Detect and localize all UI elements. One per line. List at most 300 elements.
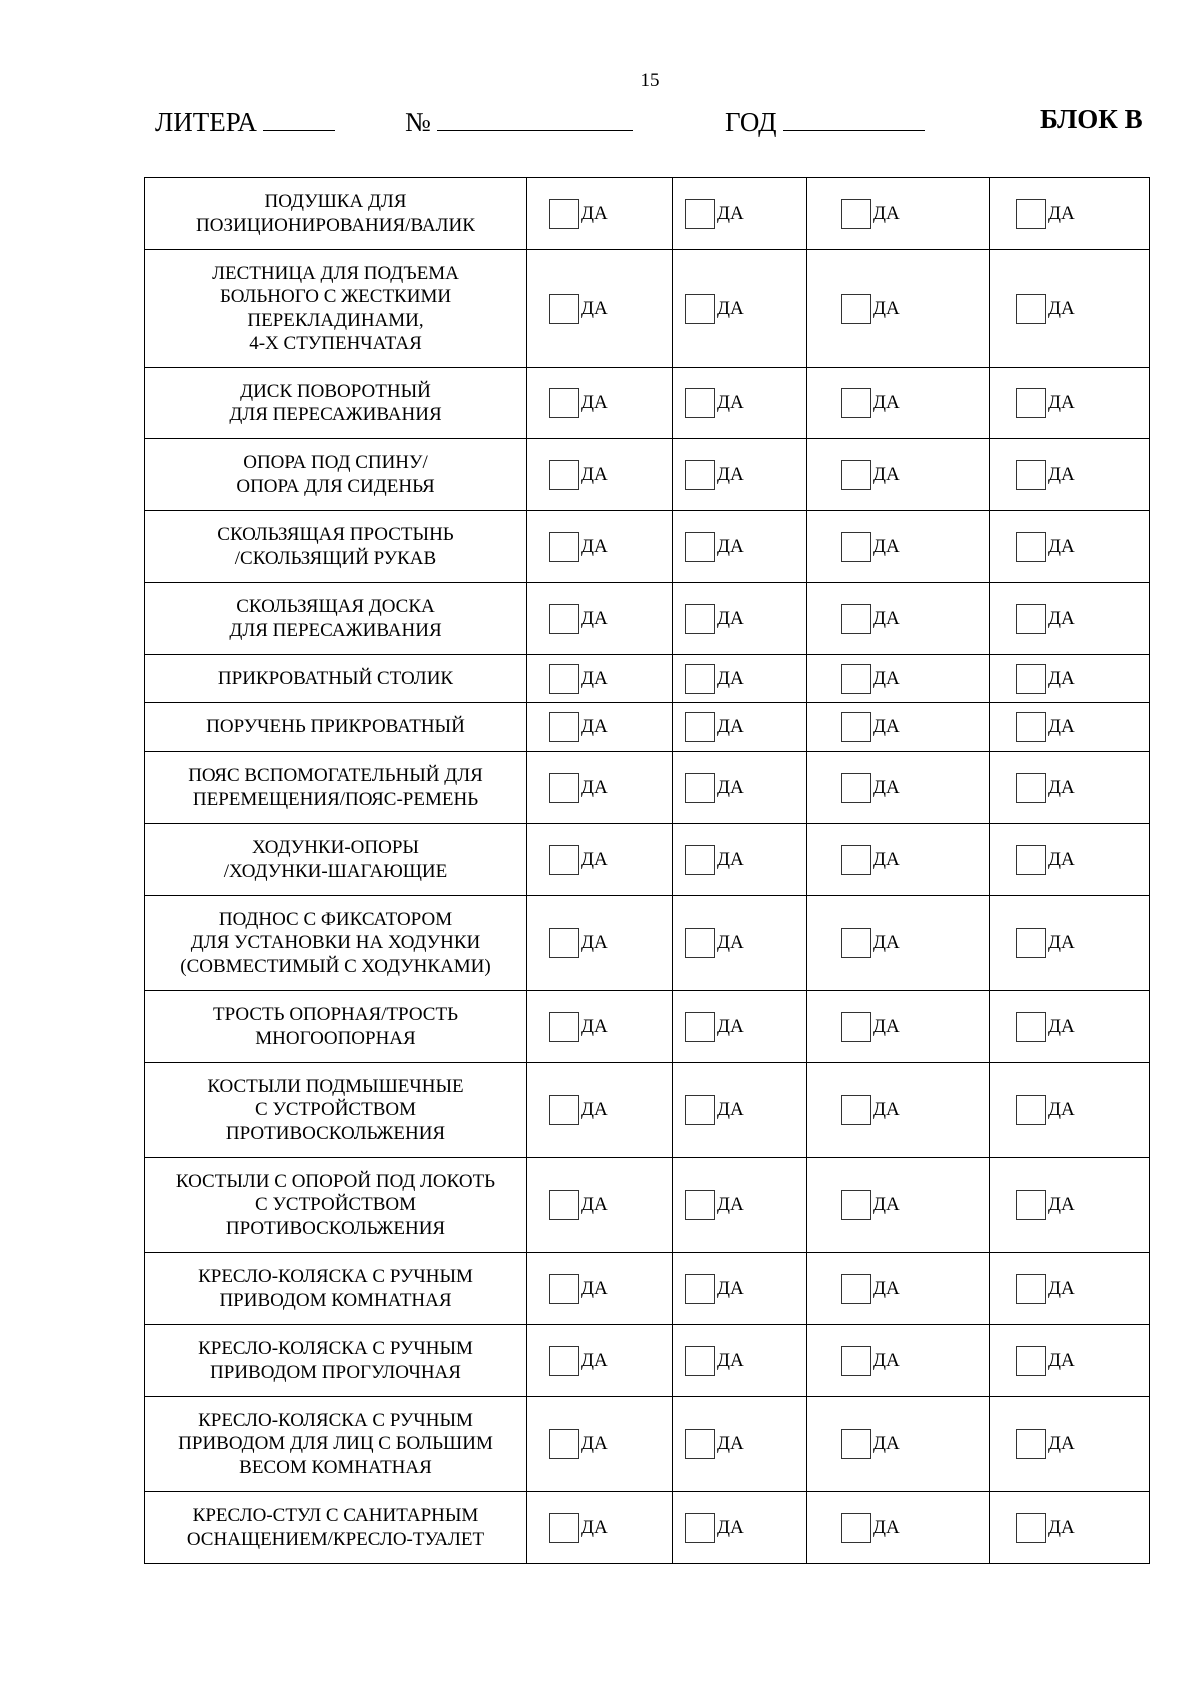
checkbox[interactable] <box>1016 1095 1046 1125</box>
checkbox-option[interactable] <box>673 294 806 324</box>
checkbox-cell <box>673 250 807 368</box>
checkbox-option[interactable] <box>527 532 672 562</box>
checkbox-option[interactable] <box>990 294 1149 324</box>
checkbox[interactable] <box>841 532 871 562</box>
checkbox-label: ДА <box>581 1433 608 1454</box>
equipment-name-cell <box>145 583 527 655</box>
checkbox[interactable] <box>685 1513 715 1543</box>
checkbox-cell <box>673 1397 807 1492</box>
checkbox[interactable] <box>549 460 579 490</box>
checkbox-option[interactable] <box>990 388 1149 418</box>
checkbox-option[interactable] <box>807 604 989 634</box>
checkbox-label: ДА <box>717 392 744 413</box>
checkbox[interactable] <box>841 388 871 418</box>
checkbox[interactable] <box>841 294 871 324</box>
checkbox-cell <box>673 1253 807 1325</box>
checkbox[interactable] <box>1016 1190 1046 1220</box>
checkbox[interactable] <box>1016 1274 1046 1304</box>
checkbox[interactable] <box>685 1190 715 1220</box>
checkbox-cell <box>990 511 1150 583</box>
checkbox-cell <box>990 1492 1150 1564</box>
checkbox[interactable] <box>549 664 579 694</box>
checkbox-label: ДА <box>581 1349 608 1371</box>
checkbox-cell <box>527 703 673 752</box>
checkbox-cell <box>807 511 990 583</box>
equipment-name-cell <box>145 752 527 824</box>
checkbox[interactable] <box>841 1346 871 1376</box>
checkbox[interactable] <box>549 773 579 803</box>
checkbox-option[interactable] <box>807 1274 989 1304</box>
checkbox-cell <box>807 368 990 439</box>
checkbox-option[interactable] <box>990 460 1149 490</box>
checkbox-cell <box>990 583 1150 655</box>
checkbox-option[interactable] <box>990 199 1149 229</box>
checkbox[interactable] <box>1016 1429 1046 1459</box>
checkbox[interactable] <box>1016 664 1046 694</box>
equipment-name: ПОДУШКА ДЛЯ ПОЗИЦИОНИРОВАНИЯ/ВАЛИК <box>196 191 475 236</box>
table-row <box>145 752 1150 824</box>
checkbox-option[interactable] <box>807 460 989 490</box>
table-row <box>145 1492 1150 1564</box>
checkbox[interactable] <box>841 1274 871 1304</box>
checkbox-cell <box>527 1063 673 1158</box>
checkbox-option[interactable] <box>990 1346 1149 1376</box>
checkbox-option[interactable] <box>527 1429 672 1459</box>
checkbox-label: ДА <box>717 202 744 224</box>
checkbox-label: ДА <box>873 1015 900 1037</box>
checkbox-cell <box>807 824 990 896</box>
checkbox[interactable] <box>1016 1346 1046 1376</box>
checkbox-option[interactable] <box>673 199 806 229</box>
checkbox-cell <box>990 178 1150 250</box>
checkbox-label: ДА <box>873 667 900 689</box>
table-row <box>145 368 1150 439</box>
checkbox-cell <box>673 1063 807 1158</box>
checkbox-option[interactable] <box>527 928 672 958</box>
checkbox-option[interactable] <box>673 532 806 562</box>
checkbox[interactable] <box>841 460 871 490</box>
checkbox-option[interactable] <box>807 1429 989 1459</box>
checkbox-label: ДА <box>581 535 608 557</box>
checkbox-label: ДА <box>581 1194 608 1215</box>
checkbox-option[interactable] <box>527 1190 672 1220</box>
checkbox-option[interactable] <box>527 1095 672 1125</box>
checkbox[interactable] <box>549 199 579 229</box>
checkbox-cell <box>990 896 1150 991</box>
checkbox-label: ДА <box>717 1099 744 1120</box>
checkbox-option[interactable] <box>527 460 672 490</box>
checkbox-label: ДА <box>581 463 608 485</box>
checkbox-option[interactable] <box>673 1346 806 1376</box>
table-row <box>145 511 1150 583</box>
checkbox[interactable] <box>685 1095 715 1125</box>
checkbox-option[interactable] <box>807 1095 989 1125</box>
checkbox-label: ДА <box>581 1277 608 1299</box>
checkbox-option[interactable] <box>673 1429 806 1459</box>
checkbox-cell <box>990 703 1150 752</box>
checkbox-option[interactable] <box>990 1095 1149 1125</box>
checkbox-option[interactable] <box>807 712 989 742</box>
form-header <box>155 104 1155 138</box>
checkbox-option[interactable] <box>673 388 806 418</box>
checkbox-option[interactable] <box>990 1429 1149 1459</box>
checkbox-label: ДА <box>873 463 900 485</box>
checkbox-option[interactable] <box>673 845 806 875</box>
checkbox-cell <box>990 655 1150 703</box>
checkbox-label: ДА <box>873 535 900 557</box>
checkbox-option[interactable] <box>807 388 989 418</box>
checkbox[interactable] <box>841 1095 871 1125</box>
equipment-name: ПОДНОС С ФИКСАТОРОМ ДЛЯ УСТАНОВКИ НА ХОДУНКИ (СОВМЕСТИМЫЙ С ХОДУНКАМИ) <box>180 908 491 977</box>
checkbox-cell <box>527 1158 673 1253</box>
checkbox-option[interactable] <box>990 712 1149 742</box>
checkbox-cell <box>990 1253 1150 1325</box>
checkbox-option[interactable] <box>807 845 989 875</box>
checkbox-label: ДА <box>717 1015 744 1037</box>
checkbox-option[interactable] <box>990 1190 1149 1220</box>
checkbox[interactable] <box>549 604 579 634</box>
checkbox-label: ДА <box>581 667 608 689</box>
equipment-name: СКОЛЬЗЯЩАЯ ДОСКА ДЛЯ ПЕРЕСАЖИВАНИЯ <box>229 596 442 641</box>
checkbox-cell <box>673 752 807 824</box>
equipment-name-cell <box>145 1325 527 1397</box>
checkbox-option[interactable] <box>527 712 672 742</box>
checkbox-option[interactable] <box>673 712 806 742</box>
equipment-name: КРЕСЛО-КОЛЯСКА С РУЧНЫМ ПРИВОДОМ ДЛЯ ЛИЦ С БОЛЬШИМ ВЕСОМ КОМНАТНАЯ <box>178 1409 493 1478</box>
checkbox[interactable] <box>841 773 871 803</box>
checkbox[interactable] <box>841 928 871 958</box>
checkbox-label: ДА <box>717 1277 744 1299</box>
checkbox[interactable] <box>549 712 579 742</box>
checkbox-cell <box>990 368 1150 439</box>
equipment-name: ПОЯС ВСПОМОГАТЕЛЬНЫЙ ДЛЯ ПЕРЕМЕЩЕНИЯ/ПОЯС-РЕМЕНЬ <box>188 765 483 810</box>
checkbox-label: ДА <box>873 202 900 224</box>
checkbox-label: ДА <box>717 1194 744 1215</box>
checkbox[interactable] <box>1016 460 1046 490</box>
checkbox-label: ДА <box>873 932 900 953</box>
checkbox-cell <box>673 178 807 250</box>
checkbox-label: ДА <box>581 607 608 629</box>
litera-field <box>155 104 335 138</box>
checkbox-option[interactable] <box>807 1513 989 1543</box>
checkbox[interactable] <box>1016 773 1046 803</box>
checkbox-option[interactable] <box>807 294 989 324</box>
checkbox-cell <box>527 655 673 703</box>
checkbox-label: ДА <box>1048 607 1075 629</box>
checkbox-cell <box>990 752 1150 824</box>
checkbox-label: ДА <box>581 392 608 413</box>
checkbox-label: ДА <box>873 392 900 413</box>
checkbox-label: ДА <box>1048 392 1075 413</box>
checkbox[interactable] <box>841 845 871 875</box>
checkbox[interactable] <box>549 845 579 875</box>
checkbox[interactable] <box>685 928 715 958</box>
checkbox[interactable] <box>1016 1012 1046 1042</box>
checkbox-label: ДА <box>1048 932 1075 953</box>
checkbox-label: ДА <box>581 1015 608 1037</box>
checkbox-option[interactable] <box>673 1513 806 1543</box>
checkbox-label: ДА <box>873 1099 900 1120</box>
checkbox-label: ДА <box>1048 202 1075 224</box>
equipment-name-cell <box>145 439 527 511</box>
checkbox[interactable] <box>1016 388 1046 418</box>
checkbox[interactable] <box>1016 604 1046 634</box>
checkbox-option[interactable] <box>527 604 672 634</box>
checkbox-cell <box>527 368 673 439</box>
checkbox-option[interactable] <box>527 845 672 875</box>
checkbox[interactable] <box>549 1274 579 1304</box>
checkbox-label: ДА <box>717 848 744 870</box>
checkbox-option[interactable] <box>673 1190 806 1220</box>
block-label: БЛОК В <box>1040 104 1143 134</box>
checkbox-option[interactable] <box>527 664 672 694</box>
checkbox[interactable] <box>1016 294 1046 324</box>
checkbox-label: ДА <box>1048 667 1075 689</box>
checkbox-option[interactable] <box>673 773 806 803</box>
checkbox-option[interactable] <box>527 1012 672 1042</box>
checkbox-cell <box>807 703 990 752</box>
checkbox-label: ДА <box>873 1349 900 1371</box>
checkbox[interactable] <box>841 1012 871 1042</box>
checkbox[interactable] <box>841 1190 871 1220</box>
checkbox-option[interactable] <box>807 1346 989 1376</box>
year-field <box>725 104 925 138</box>
checkbox-option[interactable] <box>990 1513 1149 1543</box>
checkbox-cell <box>527 1253 673 1325</box>
checkbox-cell <box>673 896 807 991</box>
checkbox-label: ДА <box>717 776 744 798</box>
checkbox-cell <box>990 439 1150 511</box>
checkbox-label: ДА <box>1048 1099 1075 1120</box>
checkbox[interactable] <box>841 199 871 229</box>
checkbox[interactable] <box>685 388 715 418</box>
checkbox-cell <box>527 1492 673 1564</box>
litera-input-line[interactable] <box>263 104 335 131</box>
checkbox[interactable] <box>1016 532 1046 562</box>
checkbox-option[interactable] <box>807 1012 989 1042</box>
number-label: № <box>405 107 431 137</box>
checkbox-option[interactable] <box>673 1012 806 1042</box>
equipment-name: ТРОСТЬ ОПОРНАЯ/ТРОСТЬ МНОГООПОРНАЯ <box>213 1004 458 1049</box>
checkbox-cell <box>673 991 807 1063</box>
equipment-name-cell <box>145 511 527 583</box>
checkbox[interactable] <box>549 532 579 562</box>
checkbox-option[interactable] <box>527 199 672 229</box>
equipment-name: СКОЛЬЗЯЩАЯ ПРОСТЫНЬ /СКОЛЬЗЯЩИЙ РУКАВ <box>217 524 454 569</box>
checkbox[interactable] <box>549 1513 579 1543</box>
checkbox-option[interactable] <box>527 1513 672 1543</box>
checkbox-cell <box>527 1397 673 1492</box>
checkbox-label: ДА <box>1048 1349 1075 1371</box>
checkbox[interactable] <box>1016 199 1046 229</box>
checkbox-option[interactable] <box>673 604 806 634</box>
equipment-name-cell <box>145 655 527 703</box>
equipment-name-cell <box>145 824 527 896</box>
checkbox-label: ДА <box>717 716 744 737</box>
checkbox-label: ДА <box>581 848 608 870</box>
checkbox-cell <box>527 439 673 511</box>
checkbox-label: ДА <box>1048 1516 1075 1538</box>
checkbox-cell <box>807 1325 990 1397</box>
checkbox-option[interactable] <box>990 604 1149 634</box>
checkbox-label: ДА <box>581 716 608 737</box>
equipment-name-cell <box>145 1397 527 1492</box>
checkbox[interactable] <box>685 294 715 324</box>
checkbox[interactable] <box>841 664 871 694</box>
checkbox-option[interactable] <box>527 388 672 418</box>
checkbox-cell <box>673 368 807 439</box>
table-row <box>145 250 1150 368</box>
checkbox-cell <box>673 1158 807 1253</box>
checkbox-cell <box>807 439 990 511</box>
checkbox-label: ДА <box>873 716 900 737</box>
checkbox-option[interactable] <box>527 294 672 324</box>
checkbox-label: ДА <box>1048 535 1075 557</box>
table-row <box>145 1325 1150 1397</box>
checkbox-label: ДА <box>1048 463 1075 485</box>
checkbox[interactable] <box>549 928 579 958</box>
equipment-name-cell <box>145 368 527 439</box>
checkbox[interactable] <box>685 1346 715 1376</box>
checkbox-option[interactable] <box>990 532 1149 562</box>
checkbox[interactable] <box>685 845 715 875</box>
checkbox-label: ДА <box>717 535 744 557</box>
checkbox-label: ДА <box>581 1516 608 1538</box>
checkbox-cell <box>673 583 807 655</box>
number-field <box>405 104 633 138</box>
year-label: ГОД <box>725 107 777 137</box>
checkbox-label: ДА <box>581 202 608 224</box>
checkbox-label: ДА <box>873 848 900 870</box>
checkbox-label: ДА <box>1048 716 1075 737</box>
table-row <box>145 896 1150 991</box>
checkbox-option[interactable] <box>807 928 989 958</box>
checkbox[interactable] <box>685 712 715 742</box>
checkbox[interactable] <box>685 1429 715 1459</box>
checkbox[interactable] <box>549 1346 579 1376</box>
equipment-name: ХОДУНКИ-ОПОРЫ /ХОДУНКИ-ШАГАЮЩИЕ <box>223 837 448 882</box>
checkbox[interactable] <box>549 294 579 324</box>
checkbox-option[interactable] <box>990 773 1149 803</box>
equipment-name-cell <box>145 991 527 1063</box>
checkbox-cell <box>807 991 990 1063</box>
checkbox-cell <box>807 250 990 368</box>
equipment-name-cell <box>145 1158 527 1253</box>
checkbox[interactable] <box>685 604 715 634</box>
checkbox[interactable] <box>549 388 579 418</box>
checkbox-cell <box>990 1325 1150 1397</box>
checkbox-cell <box>807 1397 990 1492</box>
checkbox[interactable] <box>1016 928 1046 958</box>
checkbox[interactable] <box>685 460 715 490</box>
checkbox-label: ДА <box>717 932 744 953</box>
checkbox-option[interactable] <box>673 928 806 958</box>
checkbox[interactable] <box>841 604 871 634</box>
checkbox[interactable] <box>1016 845 1046 875</box>
checkbox-option[interactable] <box>527 1274 672 1304</box>
checkbox-option[interactable] <box>990 1274 1149 1304</box>
checkbox[interactable] <box>1016 1513 1046 1543</box>
checkbox-label: ДА <box>873 776 900 798</box>
table-row <box>145 1253 1150 1325</box>
checkbox-option[interactable] <box>807 199 989 229</box>
equipment-name: КРЕСЛО-КОЛЯСКА С РУЧНЫМ ПРИВОДОМ ПРОГУЛОЧНАЯ <box>198 1338 473 1383</box>
checkbox-cell <box>807 896 990 991</box>
equipment-name: ПОРУЧЕНЬ ПРИКРОВАТНЫЙ <box>206 716 465 738</box>
checkbox-option[interactable] <box>807 664 989 694</box>
checkbox-cell <box>527 1325 673 1397</box>
checkbox-cell <box>673 655 807 703</box>
checkbox-option[interactable] <box>990 845 1149 875</box>
table-row <box>145 1063 1150 1158</box>
equipment-name-cell <box>145 703 527 752</box>
checkbox-cell <box>807 655 990 703</box>
checkbox[interactable] <box>841 1513 871 1543</box>
checkbox[interactable] <box>549 1095 579 1125</box>
equipment-name: ОПОРА ПОД СПИНУ/ ОПОРА ДЛЯ СИДЕНЬЯ <box>236 452 435 497</box>
checkbox[interactable] <box>841 712 871 742</box>
checkbox-cell <box>527 896 673 991</box>
table-row <box>145 178 1150 250</box>
checkbox[interactable] <box>685 1274 715 1304</box>
equipment-name: КОСТЫЛИ С ОПОРОЙ ПОД ЛОКОТЬ С УСТРОЙСТВОМ ПРОТИВОСКОЛЬЖЕНИЯ <box>175 1170 496 1239</box>
checkbox-option[interactable] <box>990 1012 1149 1042</box>
checkbox-label: ДА <box>1048 297 1075 319</box>
checkbox[interactable] <box>549 1190 579 1220</box>
checkbox-cell <box>807 583 990 655</box>
checkbox[interactable] <box>549 1012 579 1042</box>
equipment-name-cell <box>145 250 527 368</box>
checkbox-cell <box>673 511 807 583</box>
checkbox-option[interactable] <box>807 1190 989 1220</box>
checkbox-cell <box>807 178 990 250</box>
checkbox[interactable] <box>685 773 715 803</box>
checkbox[interactable] <box>549 1429 579 1459</box>
checkbox-option[interactable] <box>807 773 989 803</box>
checkbox-label: ДА <box>873 1516 900 1538</box>
checkbox-option[interactable] <box>673 460 806 490</box>
number-input-line[interactable] <box>437 104 633 131</box>
checkbox[interactable] <box>685 532 715 562</box>
checkbox-option[interactable] <box>990 928 1149 958</box>
checkbox-option[interactable] <box>673 1274 806 1304</box>
checkbox-label: ДА <box>581 776 608 798</box>
checkbox-option[interactable] <box>673 1095 806 1125</box>
checkbox[interactable] <box>685 199 715 229</box>
checkbox-label: ДА <box>717 607 744 629</box>
checkbox-label: ДА <box>581 932 608 953</box>
checkbox-label: ДА <box>1048 848 1075 870</box>
checkbox-cell <box>807 752 990 824</box>
checkbox-cell <box>990 1158 1150 1253</box>
checkbox-option[interactable] <box>527 1346 672 1376</box>
checkbox-label: ДА <box>873 1433 900 1454</box>
checkbox-option[interactable] <box>527 773 672 803</box>
checkbox[interactable] <box>685 664 715 694</box>
checkbox[interactable] <box>685 1012 715 1042</box>
checkbox-option[interactable] <box>807 532 989 562</box>
year-input-line[interactable] <box>783 104 925 131</box>
checkbox-label: ДА <box>1048 776 1075 798</box>
checkbox[interactable] <box>841 1429 871 1459</box>
checkbox-cell <box>807 1253 990 1325</box>
checkbox[interactable] <box>1016 712 1046 742</box>
table-row <box>145 655 1150 703</box>
checkbox-option[interactable] <box>673 664 806 694</box>
table-row <box>145 1397 1150 1492</box>
checkbox-option[interactable] <box>990 664 1149 694</box>
checkbox-cell <box>673 1492 807 1564</box>
